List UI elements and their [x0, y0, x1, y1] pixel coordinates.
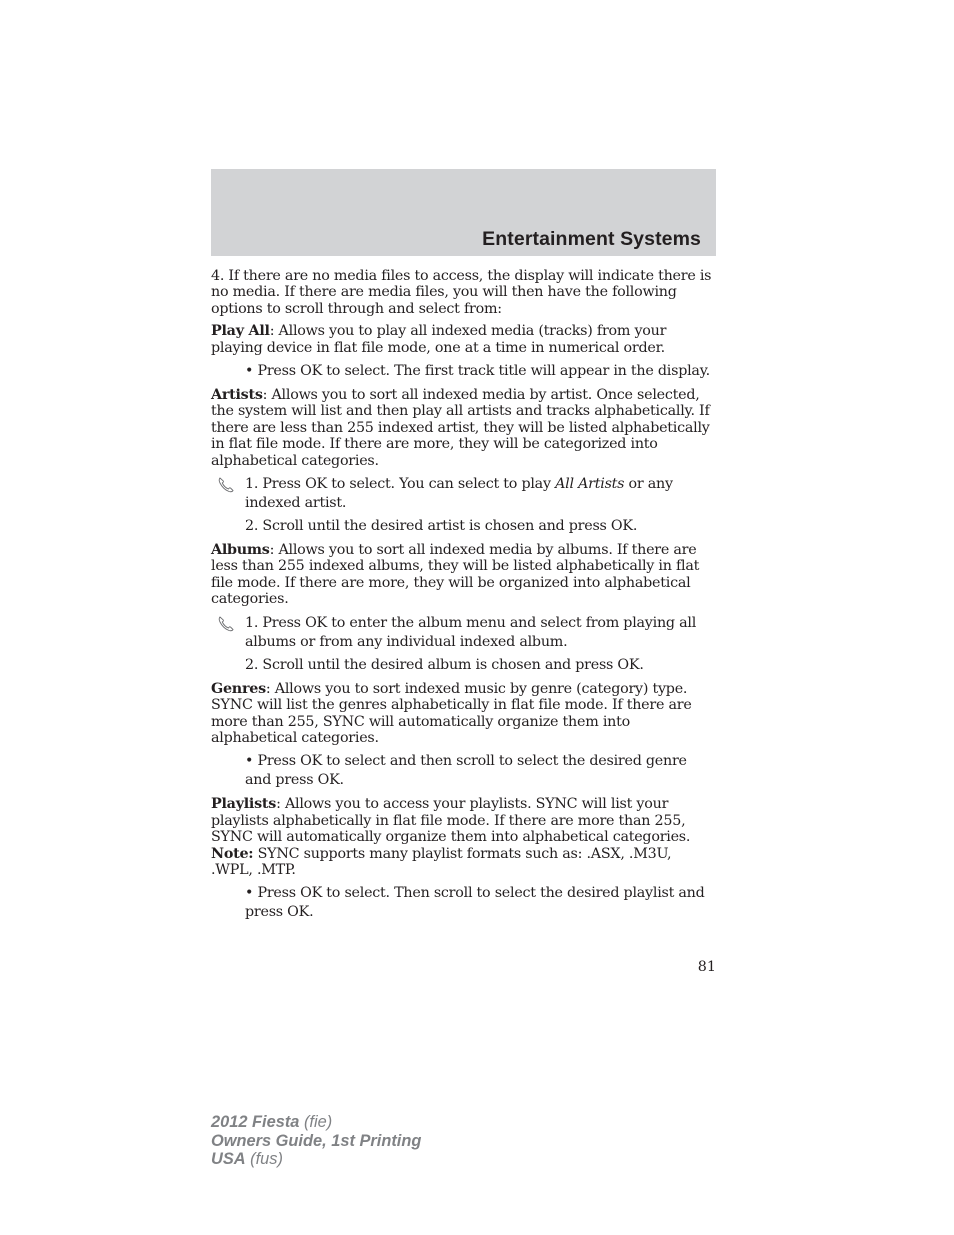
section-title: Entertainment Systems	[482, 228, 701, 250]
artists-text: : Allows you to sort all indexed media by artist. Once selected, the system will list and then play all artists and tracks alphabetically. If there are less than 255 indexed artist, they will be listed alphabetically in flat file mode. If there are more, they will be categorized into alphabetical categories.	[211, 387, 710, 469]
intro-paragraph: 4. If there are no media files to access, the display will indicate there is no media. If there are media files, you will then have the following options to scroll through and select from:	[211, 268, 712, 317]
playlists-paragraph	[211, 796, 717, 878]
albums-text: : Allows you to sort all indexed media by albums. If there are less than 255 indexed albums, they will be listed alphabetically in flat file mode. If there are more, they will be organized into alphabetical categories.	[211, 542, 700, 608]
artists-paragraph	[211, 387, 717, 469]
play-all-text: : Allows you to play all indexed media (tracks) from your playing device in flat file mode, one at a time in numerical order.	[211, 323, 667, 356]
play-all-paragraph	[211, 323, 717, 356]
albums-step-2: 2. Scroll until the desired album is chosen and press OK.	[245, 656, 644, 673]
footer-model: 2012 Fiesta	[211, 1113, 300, 1131]
footer-guide: Owners Guide, 1st Printing	[211, 1131, 422, 1150]
artists-step-1-em: All Artists	[555, 476, 625, 493]
playlists-term: Playlists	[211, 796, 277, 813]
footer-model-code: (fie)	[299, 1113, 333, 1131]
artists-step-1-post: or any indexed artist.	[245, 476, 673, 512]
section-header-band	[211, 169, 716, 256]
playlists-text: : Allows you to access your playlists. SYNC will list your playlists alphabetically in flat file mode. If there are more than 255, SYNC will automatically organize them into alphabetical categories.	[211, 796, 691, 846]
play-all-term: Play All	[211, 323, 270, 340]
footer-line-2	[211, 1132, 421, 1151]
playlists-bullet: • Press OK to select. Then scroll to select the desired playlist and press OK.	[245, 885, 705, 921]
page-number: 81	[697, 959, 716, 975]
document-footer	[211, 1113, 421, 1169]
artists-step-1	[245, 475, 717, 513]
artists-term: Artists	[211, 387, 263, 404]
albums-step-1	[245, 614, 717, 652]
footer-line-3	[211, 1150, 421, 1169]
footer-line-1	[211, 1113, 421, 1132]
genres-text: : Allows you to sort indexed music by genre (category) type. SYNC will list the genres alphabetically in flat file mode. If there are more than 255, SYNC will automatically organize them into alphabetical categories.	[211, 680, 692, 746]
phone-handset-icon	[217, 615, 235, 633]
genres-term: Genres	[211, 680, 266, 697]
footer-market: USA	[211, 1150, 246, 1168]
artists-step-1-pre: 1. Press OK to select. You can select to play	[245, 476, 556, 493]
artists-step-2: 2. Scroll until the desired artist is chosen and press OK.	[245, 518, 638, 535]
genres-bullet: • Press OK to select and then scroll to select the desired genre and press OK.	[245, 753, 687, 789]
note-text: SYNC supports many playlist formats such as: .ASX, .M3U, .WPL, .MTP.	[211, 845, 672, 878]
page-content	[211, 268, 717, 928]
play-all-bullet: • Press OK to select. The first track title will appear in the display.	[245, 363, 710, 380]
footer-market-code: (fus)	[245, 1150, 283, 1168]
albums-step-1-text: 1. Press OK to enter the album menu and select from playing all albums or from any individual indexed album.	[245, 614, 697, 650]
genres-paragraph	[211, 681, 717, 747]
phone-handset-icon	[217, 476, 235, 494]
albums-term: Albums	[211, 542, 270, 559]
albums-paragraph	[211, 542, 717, 608]
note-label: Note:	[211, 845, 254, 862]
